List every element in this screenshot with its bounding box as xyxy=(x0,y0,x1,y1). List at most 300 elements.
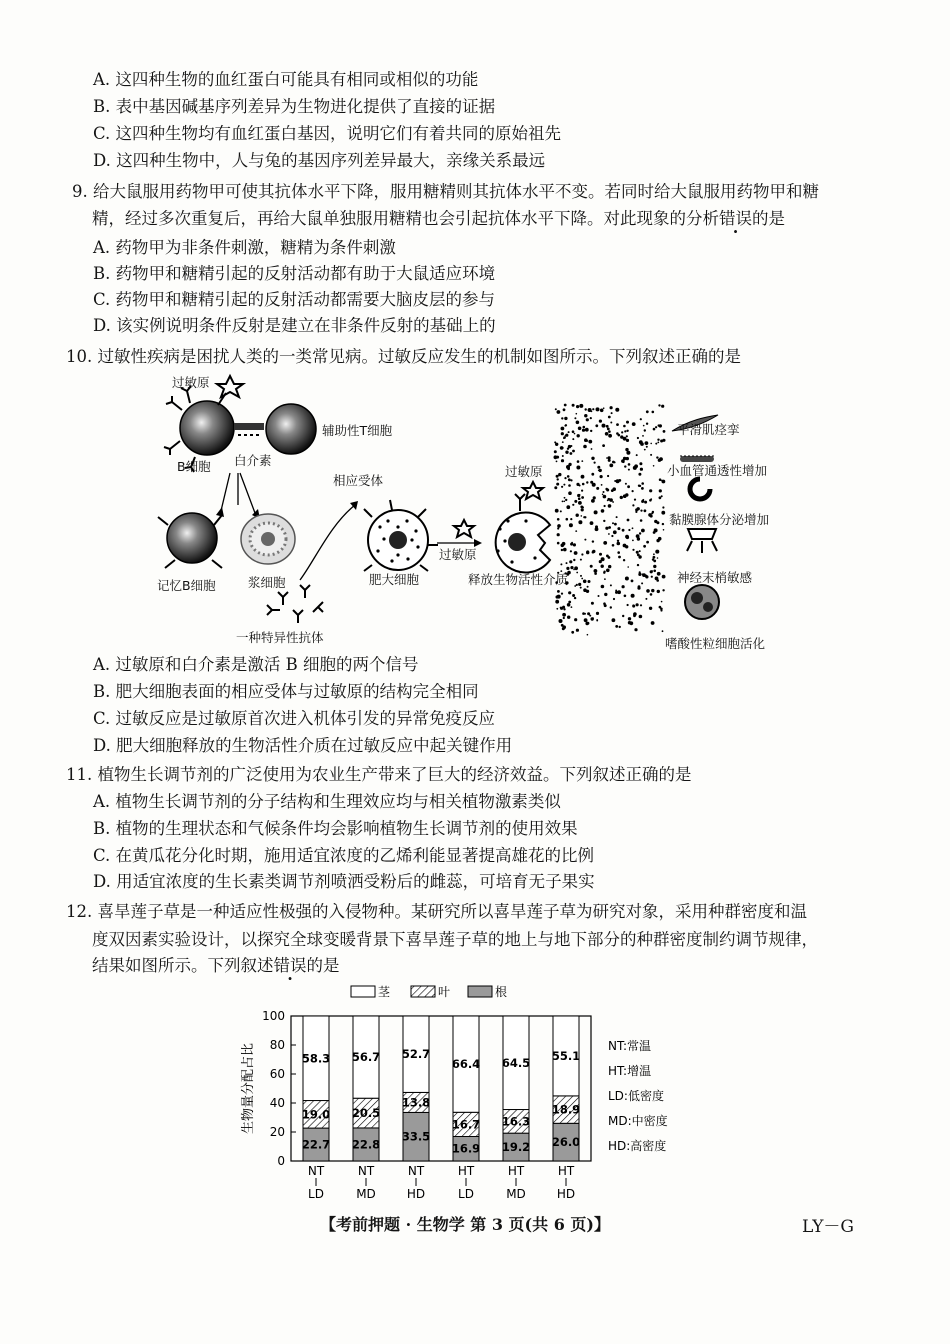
abbreviation-key: HT:增温 xyxy=(608,1064,652,1078)
bar-value-label: 33.5 xyxy=(401,1129,431,1144)
x-category-top: HT xyxy=(507,1164,525,1178)
mediator-dot xyxy=(641,482,644,485)
mediator-dot xyxy=(643,425,645,427)
mediator-dot xyxy=(623,425,626,428)
mediator-dot xyxy=(576,421,580,425)
mediator-dot xyxy=(661,511,665,515)
mediator-dot xyxy=(577,434,580,437)
mediator-dot xyxy=(655,426,657,428)
mediator-dot xyxy=(603,520,605,522)
mediator-dot xyxy=(599,420,602,423)
mediator-dot xyxy=(627,566,629,568)
mediator-dot xyxy=(650,443,652,445)
mediator-dot xyxy=(615,590,617,592)
mediator-dot xyxy=(561,624,564,627)
x-category-top: NT xyxy=(357,1164,375,1178)
mediator-dot xyxy=(641,582,643,584)
q12-stem-line3 xyxy=(92,955,340,977)
mediator-dot xyxy=(608,526,611,529)
mediator-dot xyxy=(596,407,600,411)
mediator-dot xyxy=(567,467,570,470)
mediator-dot xyxy=(640,510,642,512)
mediator-dot xyxy=(579,485,581,487)
mediator-dot xyxy=(652,511,654,513)
mediator-dot xyxy=(579,404,583,408)
q11-stem: 11. 植物生长调节剂的广泛使用为农业生产带来了巨大的经济效益。下列叙述正确的是 xyxy=(66,765,692,784)
mediator-dot xyxy=(565,499,567,501)
mediator-dot xyxy=(572,594,575,597)
mediator-dot xyxy=(576,572,578,574)
mediator-dot xyxy=(591,473,594,476)
mediator-dot xyxy=(581,508,584,511)
mediator-dot xyxy=(604,578,606,580)
mediator-dot xyxy=(626,451,630,455)
q12-emphasis: 错误 xyxy=(273,956,307,975)
mediator-dot xyxy=(571,631,574,634)
mediator-dot xyxy=(634,628,637,631)
mediator-dot xyxy=(570,452,573,455)
mediator-dot xyxy=(616,423,619,426)
q8-option-d: D. 这四种生物中，人与兔的基因序列差异最大，亲缘关系最远 xyxy=(93,151,546,170)
mediator-dot xyxy=(572,504,574,506)
mediator-dot xyxy=(616,479,620,483)
mediator-dot xyxy=(559,619,563,623)
bar-value-label: 55.1 xyxy=(551,1048,581,1063)
mediator-dot xyxy=(592,551,595,554)
mediator-dot xyxy=(584,539,586,541)
x-category-bottom: LD xyxy=(458,1187,474,1201)
mediator-dot xyxy=(608,533,610,535)
mediator-dot xyxy=(627,604,629,606)
mediator-dot xyxy=(596,487,599,490)
mediator-dot xyxy=(569,523,573,527)
mediator-dot xyxy=(563,548,567,552)
mediator-dot xyxy=(557,524,561,528)
mediator-dot xyxy=(650,454,652,456)
mediator-dot xyxy=(578,583,581,586)
bar-value-label: 16.7 xyxy=(451,1117,481,1132)
mediator-dot xyxy=(638,473,641,476)
mediator-dot xyxy=(568,463,571,466)
mediator-dot xyxy=(572,450,575,453)
mediator-dot xyxy=(661,405,664,408)
q9-stem-line1: 9. 给大鼠服用药物甲可使其抗体水平下降，服用糖精则其抗体水平不变。若同时给大鼠服用药物甲和糖 xyxy=(72,182,819,201)
mediator-dot xyxy=(641,500,644,503)
mediator-dot xyxy=(557,590,560,593)
mediator-dot xyxy=(662,630,664,632)
mediator-dot xyxy=(625,448,628,451)
mediator-dot xyxy=(580,559,582,561)
y-tick-label: 100 xyxy=(262,1009,285,1023)
mediator-dot xyxy=(628,463,631,466)
mediator-dot xyxy=(631,580,634,583)
mediator-dot xyxy=(574,551,578,555)
mediator-dot xyxy=(586,418,589,421)
mediator-dot xyxy=(632,527,634,529)
fig-label-allergen-top: 过敏原 xyxy=(172,375,210,390)
mediator-dot xyxy=(621,431,623,433)
mediator-dot xyxy=(601,484,603,486)
mediator-dot xyxy=(636,551,639,554)
fig-label-plasma: 浆细胞 xyxy=(248,575,286,590)
y-tick-label: 80 xyxy=(269,1038,285,1052)
bar-value-label: 64.5 xyxy=(501,1055,531,1070)
mediator-dot xyxy=(662,523,664,525)
mediator-dot xyxy=(653,428,656,431)
q9-option-c: C. 药物甲和糖精引起的反射活动都需要大脑皮层的参与 xyxy=(93,290,496,309)
mediator-dot xyxy=(581,553,583,555)
mediator-dot xyxy=(650,570,653,573)
mediator-dot xyxy=(625,535,629,539)
mediator-dot xyxy=(659,606,662,609)
mediator-dot xyxy=(644,501,647,504)
mediator-dot xyxy=(574,417,576,419)
mediator-dot xyxy=(657,590,660,593)
mediator-dot xyxy=(615,408,619,412)
fig-label-effect-5: 嗜酸性粒细胞活化 xyxy=(665,636,766,651)
mediator-dot xyxy=(639,615,643,619)
mediator-dot xyxy=(605,527,608,530)
mediator-dot xyxy=(560,446,564,450)
q8-option-b: B. 表中基因碱基序列差异为生物进化提供了直接的证据 xyxy=(93,97,496,116)
mediator-dot xyxy=(583,445,587,449)
y-tick-label: 20 xyxy=(269,1125,285,1139)
bar-value-label: 22.8 xyxy=(351,1137,381,1152)
mediator-dot xyxy=(558,473,561,476)
mediator-dot xyxy=(570,550,572,552)
mediator-dot xyxy=(606,569,610,573)
mediator-dot xyxy=(617,551,620,554)
mediator-dot xyxy=(585,428,589,432)
helper-t-cell xyxy=(234,404,316,454)
mediator-dot xyxy=(654,520,657,523)
mediator-dot xyxy=(561,417,563,419)
q9-stem-end: 的是 xyxy=(752,209,785,228)
y-tick-label: 0 xyxy=(277,1154,285,1168)
mediator-dot xyxy=(567,603,571,607)
mediator-dot xyxy=(607,475,609,477)
mediator-dot xyxy=(653,531,656,534)
x-category-bottom: HD xyxy=(556,1187,576,1201)
biomass-stacked-bar-chart xyxy=(236,980,696,1205)
mediator-dot xyxy=(626,435,628,437)
mediator-dot xyxy=(653,553,655,555)
mediator-dot xyxy=(618,556,621,559)
q10-option-a: A. 过敏原和白介素是激活 B 细胞的两个信号 xyxy=(93,655,419,674)
mediator-dot xyxy=(564,497,566,499)
mediator-dot xyxy=(617,540,619,542)
x-category-top: HT xyxy=(557,1164,575,1178)
fig-label-antibody: 一种特异性抗体 xyxy=(236,630,324,645)
plasma-cell xyxy=(241,514,295,564)
q12-stem-line1: 12. 喜旱莲子草是一种适应性极强的入侵物种。某研究所以喜旱莲子草为研究对象，采用种群密度和温 xyxy=(66,902,807,921)
mediator-dot xyxy=(574,618,577,621)
mediator-dot xyxy=(645,575,648,578)
mediator-dot xyxy=(571,606,573,608)
mediator-dot xyxy=(661,601,663,603)
mediator-dot xyxy=(586,481,588,483)
q11-option-d: D. 用适宜浓度的生长素类调节剂喷洒受粉后的雌蕊，可培育无子果实 xyxy=(93,872,595,891)
mediator-dot xyxy=(660,609,662,611)
mediator-dot xyxy=(645,441,649,445)
mediator-dot xyxy=(561,427,565,431)
q11-option-c: C. 在黄瓜花分化时期，施用适宜浓度的乙烯利能显著提高雄花的比例 xyxy=(93,846,595,865)
mediator-dot xyxy=(570,445,572,447)
fig-label-receptor: 相应受体 xyxy=(333,473,384,488)
mediator-dot xyxy=(652,411,655,414)
q10-option-d: D. 肥大细胞释放的生物活性介质在过敏反应中起关键作用 xyxy=(93,736,513,755)
mediator-dot xyxy=(637,564,639,566)
mediator-dot xyxy=(611,489,614,492)
mediator-dot xyxy=(610,422,612,424)
mediator-dot xyxy=(617,527,620,530)
mediator-dot xyxy=(644,449,646,451)
mediator-dot xyxy=(620,496,623,499)
mediator-dot xyxy=(583,580,587,584)
mediator-dot xyxy=(555,408,557,410)
mediator-dot xyxy=(646,446,648,448)
mediator-dot xyxy=(590,430,592,432)
mediator-dot xyxy=(563,608,565,610)
mediator-dot xyxy=(577,460,580,463)
x-category-bottom: MD xyxy=(356,1187,376,1201)
mediator-dot xyxy=(603,495,607,499)
mediator-dot xyxy=(562,441,564,443)
mediator-dot xyxy=(643,545,646,548)
mediator-dot xyxy=(606,425,609,428)
mediator-dot xyxy=(663,430,666,433)
mediator-dot xyxy=(556,608,558,610)
mediator-dot xyxy=(617,590,621,594)
mediator-dot xyxy=(632,549,634,551)
bar-value-label: 13.8 xyxy=(401,1095,431,1110)
bar-value-label: 16.3 xyxy=(501,1114,531,1129)
mediator-dot xyxy=(601,565,604,568)
mediator-dot xyxy=(584,438,588,442)
mediator-dot xyxy=(561,544,565,548)
mediator-dot xyxy=(626,430,628,432)
mediator-dot xyxy=(595,525,598,528)
mediator-dot xyxy=(557,478,559,480)
mediator-dot xyxy=(639,557,641,559)
paper-code: LY－G xyxy=(802,1217,855,1237)
mediator-dot xyxy=(637,554,640,557)
mediator-dot xyxy=(554,450,557,453)
released-mediators xyxy=(554,404,666,636)
abbreviation-key: HD:高密度 xyxy=(608,1139,667,1153)
mediator-dot xyxy=(659,496,662,499)
mediator-dot xyxy=(601,585,605,589)
mediator-dot xyxy=(597,466,600,469)
mediator-dot xyxy=(634,499,636,501)
mediator-dot xyxy=(615,625,618,628)
mediator-dot xyxy=(603,602,606,605)
mediator-dot xyxy=(653,565,656,568)
mediator-dot xyxy=(564,425,566,427)
mediator-dot xyxy=(568,484,571,487)
mediator-dot xyxy=(640,604,642,606)
mediator-dot xyxy=(582,612,585,615)
mediator-dot xyxy=(594,462,596,464)
q12-stem-end: 的是 xyxy=(306,956,340,975)
mediator-dot xyxy=(584,414,587,417)
mediator-dot xyxy=(554,486,557,489)
mediator-dot xyxy=(640,519,643,522)
mediator-dot xyxy=(582,429,585,432)
mediator-dot xyxy=(585,408,587,410)
mediator-dot xyxy=(576,584,578,586)
mediator-dot xyxy=(608,556,611,559)
mediator-dot xyxy=(610,584,612,586)
mediator-dot xyxy=(657,439,659,441)
bar-value-label: 19.2 xyxy=(501,1140,531,1155)
mediator-dot xyxy=(659,457,663,461)
mediator-dot xyxy=(578,497,581,500)
mediator-dot xyxy=(560,510,562,512)
mediator-dot xyxy=(591,457,594,460)
mediator-dot xyxy=(583,426,586,429)
mediator-dot xyxy=(562,455,564,457)
mediator-dot xyxy=(656,539,659,542)
mediator-dot xyxy=(561,549,563,551)
mediator-dot xyxy=(568,491,572,495)
mediator-dot xyxy=(624,595,627,598)
mediator-dot xyxy=(662,589,664,591)
y-tick-label: 40 xyxy=(269,1096,285,1110)
mediator-dot xyxy=(622,615,624,617)
legend-swatch-茎 xyxy=(351,986,375,997)
mediator-dot xyxy=(590,417,592,419)
x-category-bottom: HD xyxy=(406,1187,426,1201)
mediator-dot xyxy=(610,606,612,608)
mediator-dot xyxy=(632,605,635,608)
mediator-dot xyxy=(651,621,655,625)
mediator-dot xyxy=(568,478,571,481)
mediator-dot xyxy=(657,442,659,444)
mediator-dot xyxy=(637,537,640,540)
mediator-dot xyxy=(608,430,611,433)
mediator-dot xyxy=(573,569,575,571)
mediator-dot xyxy=(638,585,641,588)
mediator-dot xyxy=(613,598,615,600)
mediator-dot xyxy=(562,501,564,503)
mediator-dot xyxy=(590,521,594,525)
mediator-dot xyxy=(583,516,585,518)
mediator-dot xyxy=(581,578,583,580)
q8-option-c: C. 这四种生物均有血红蛋白基因，说明它们有着共同的原始祖先 xyxy=(93,124,562,143)
fig-label-b-cell: B细胞 xyxy=(177,459,211,474)
mediator-dot xyxy=(592,617,594,619)
mediator-dot xyxy=(607,428,610,431)
mediator-dot xyxy=(602,444,605,447)
mediator-dot xyxy=(556,483,559,486)
mediator-dot xyxy=(581,515,583,517)
mediator-dot xyxy=(556,461,558,463)
bar-value-label: 26.0 xyxy=(551,1135,581,1150)
x-category-top: NT xyxy=(307,1164,325,1178)
mediator-dot xyxy=(617,542,621,546)
mediator-dot xyxy=(581,475,585,479)
mediator-dot xyxy=(556,475,559,478)
mediator-dot xyxy=(582,483,585,486)
mediator-dot xyxy=(566,518,569,521)
x-category-top: NT xyxy=(407,1164,425,1178)
mediator-dot xyxy=(557,410,561,414)
mediator-dot xyxy=(644,509,647,512)
mediator-dot xyxy=(592,408,594,410)
mediator-dot xyxy=(591,448,593,450)
mediator-dot xyxy=(639,550,641,552)
bar-value-label: 56.7 xyxy=(351,1050,381,1065)
mediator-dot xyxy=(587,586,589,588)
legend-label-根: 根 xyxy=(495,985,508,999)
mediator-dot xyxy=(570,479,572,481)
mediator-dot xyxy=(633,466,637,470)
bar-value-label: 16.9 xyxy=(451,1141,481,1156)
mediator-dot xyxy=(626,421,629,424)
mediator-dot xyxy=(614,523,617,526)
legend-label-叶: 叶 xyxy=(438,985,451,999)
q10-option-b: B. 肥大细胞表面的相应受体与过敏原的结构完全相同 xyxy=(93,682,479,701)
y-axis-label: 生物量分配占比 xyxy=(241,1042,256,1135)
mediator-dot xyxy=(574,433,576,435)
mediator-dot xyxy=(570,543,573,546)
mediator-dot xyxy=(590,565,593,568)
q11-option-b: B. 植物的生理状态和气候条件均会影响植物生长调节剂的使用效果 xyxy=(93,819,578,838)
mediator-dot xyxy=(649,607,652,610)
mediator-dot xyxy=(632,490,634,492)
q12-stem-text: 结果如图所示。下列叙述 xyxy=(92,956,274,975)
q9-option-b: B. 药物甲和糖精引起的反射活动都有助于大鼠适应环境 xyxy=(93,264,496,283)
fig-label-memory-b: 记忆B细胞 xyxy=(157,578,216,593)
mediator-dot xyxy=(661,495,663,497)
mediator-dot xyxy=(573,543,576,546)
mediator-dot xyxy=(625,577,629,581)
mediator-dot xyxy=(618,434,621,437)
fig-label-mast: 肥大细胞 xyxy=(369,572,420,587)
mediator-dot xyxy=(596,612,599,615)
fig-label-allergen-right: 过敏原 xyxy=(505,464,543,479)
mediator-dot xyxy=(560,607,562,609)
mediator-dot xyxy=(591,499,595,503)
mediator-dot xyxy=(572,430,575,433)
mediator-dot xyxy=(610,464,612,466)
x-category-top: HT xyxy=(457,1164,475,1178)
mediator-dot xyxy=(576,405,579,408)
mediator-dot xyxy=(624,465,626,467)
mediator-dot xyxy=(572,438,574,440)
mediator-dot xyxy=(608,565,611,568)
mediator-dot xyxy=(561,486,563,488)
mediator-dot xyxy=(642,573,644,575)
mediator-dot xyxy=(641,487,644,490)
mediator-dot xyxy=(632,504,634,506)
mediator-dot xyxy=(623,544,627,548)
mediator-dot xyxy=(605,488,608,491)
q10-stem: 10. 过敏性疾病是困扰人类的一类常见病。过敏反应发生的机制如图所示。下列叙述正确的是 xyxy=(66,347,741,366)
mediator-dot xyxy=(650,498,652,500)
mediator-dot xyxy=(575,530,577,532)
mediator-dot xyxy=(602,494,604,496)
mediator-dot xyxy=(568,601,571,604)
mediator-dot xyxy=(650,515,653,518)
mediator-dot xyxy=(650,593,653,596)
mediator-dot xyxy=(603,541,607,545)
mediator-dot xyxy=(574,597,576,599)
mediator-dot xyxy=(659,424,662,427)
mediator-dot xyxy=(583,588,587,592)
legend-label-茎: 茎 xyxy=(378,985,391,999)
